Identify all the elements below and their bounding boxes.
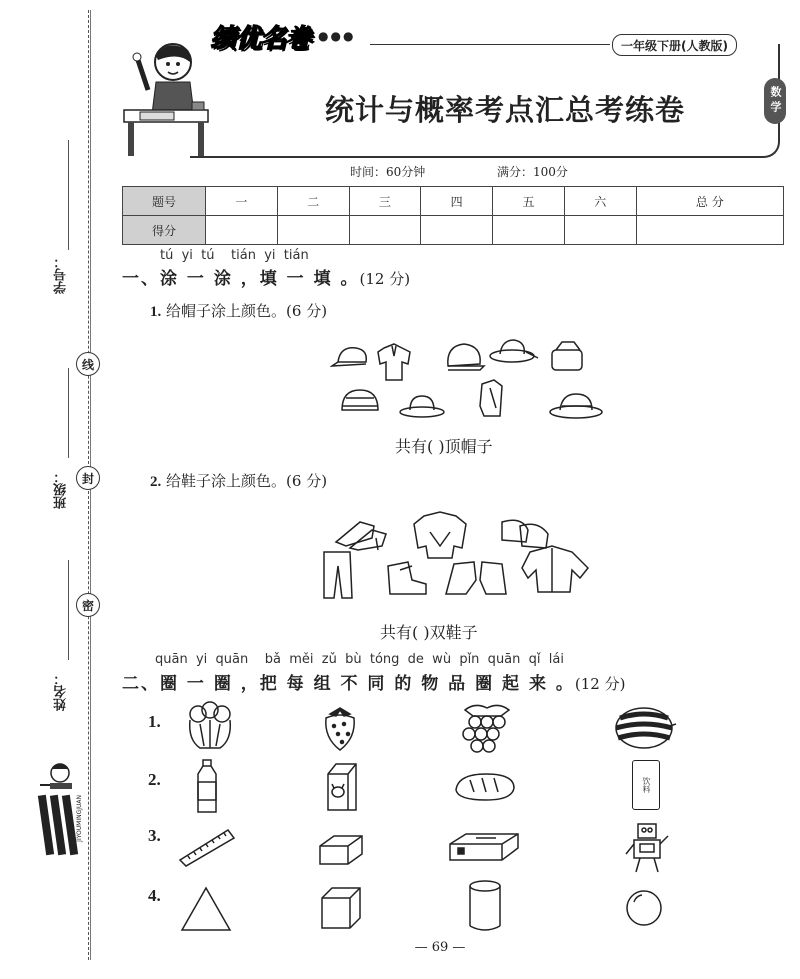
drink-label: 饮料 <box>642 777 651 793</box>
score-table-score-row <box>123 216 784 245</box>
score-cell[interactable] <box>564 216 636 245</box>
shoes-icon <box>502 520 548 548</box>
subject-tab: 数学 <box>764 78 786 124</box>
brand-logo-small <box>30 755 90 865</box>
page-title: 统计与概率考点汇总考练卷 <box>325 93 686 127</box>
score-cell[interactable] <box>206 216 278 245</box>
bag-icon <box>552 342 582 370</box>
strawberry-icon[interactable] <box>320 704 360 752</box>
class-label: 班级： <box>54 470 69 509</box>
drink-can-icon[interactable] <box>632 760 660 810</box>
section2-pinyin: quān yi quān bǎ měi zǔ bù tóng de wù pǐn quān qǐ lái <box>155 652 564 667</box>
name-label: 姓名： <box>54 672 69 711</box>
section1-pinyin: tú yi tú tián yi tián <box>160 248 309 263</box>
section2-heading: 二、圈 一 圈 ，把 每 组 不 同 的 物 品 圈 起 来 。(12 分) <box>122 674 626 694</box>
section1-heading: 一、涂 一 涂 ，填 一 填 。(12 分) <box>122 269 411 289</box>
grapes-icon[interactable] <box>455 700 519 756</box>
pencil-case-icon[interactable] <box>446 830 522 866</box>
wide-hat-icon <box>400 396 444 417</box>
sphere-icon[interactable] <box>624 888 664 928</box>
cylinder-icon[interactable] <box>466 878 504 934</box>
score-cell[interactable] <box>349 216 421 245</box>
score-cell[interactable] <box>636 216 783 245</box>
cap-icon <box>332 348 366 366</box>
brand-logo <box>210 18 355 54</box>
score-cell[interactable] <box>493 216 565 245</box>
table-col: 五 <box>493 187 565 216</box>
table-col: 三 <box>349 187 421 216</box>
row-1-label: 1. <box>148 712 161 731</box>
score-cell[interactable] <box>277 216 349 245</box>
shoes-clothes-illustration <box>316 508 596 604</box>
grade-tab: 一年级下册(人教版) <box>612 34 737 56</box>
row-3-label: 3. <box>148 826 161 845</box>
sweater-icon <box>414 512 466 558</box>
cauliflower-icon[interactable] <box>180 700 240 752</box>
score-table-header-row <box>123 187 784 216</box>
student-at-desk-icon <box>118 30 218 160</box>
sun-hat-icon <box>490 340 538 362</box>
binding-margin <box>0 0 100 979</box>
high-heels-icon <box>336 522 386 550</box>
question-1-2: 2. 给鞋子涂上颜色。(6 分) <box>150 472 328 490</box>
table-col: 六 <box>564 187 636 216</box>
full-score: 满分：100分 <box>497 165 568 179</box>
mascot-illustration <box>118 30 218 160</box>
eraser-icon[interactable] <box>316 830 366 870</box>
student-id-label: 学号： <box>54 255 69 294</box>
cap-icon <box>448 344 484 370</box>
score-cell[interactable] <box>421 216 493 245</box>
seal-char-xian: 线 <box>76 352 100 376</box>
question-1-1: 1. 给帽子涂上颜色。(6 分) <box>150 302 328 320</box>
page-number: — 69 — <box>414 940 466 955</box>
dots-icon: ●●● <box>318 29 356 43</box>
knit-hat-icon <box>342 390 378 410</box>
jacket-icon <box>522 546 588 592</box>
milk-carton-icon[interactable] <box>322 760 362 814</box>
ruler-icon[interactable] <box>178 826 236 868</box>
table-label-question-no: 题号 <box>123 187 206 216</box>
boots-icon <box>388 562 426 594</box>
table-label-score: 得分 <box>123 216 206 245</box>
row-2-label: 2. <box>148 770 161 789</box>
row-4-label: 4. <box>148 886 161 905</box>
bottle-icon[interactable] <box>194 758 220 816</box>
cube-icon[interactable] <box>318 884 364 932</box>
fedora-icon <box>550 394 602 418</box>
seal-char-mi: 密 <box>76 593 100 617</box>
brand-pinyin: JIYOUMINGJUAN <box>76 795 83 842</box>
answer-shoes[interactable]: 共有( )双鞋子 <box>380 623 478 642</box>
bread-icon[interactable] <box>452 770 518 804</box>
seal-char-feng: 封 <box>76 466 100 490</box>
hats-clothes-illustration <box>330 336 610 428</box>
toy-robot-icon[interactable] <box>622 820 672 876</box>
triangle-icon[interactable] <box>178 884 234 934</box>
table-col: 四 <box>421 187 493 216</box>
answer-hats[interactable]: 共有( )顶帽子 <box>395 437 493 456</box>
watermelon-icon[interactable] <box>612 704 678 752</box>
jacket-icon <box>480 380 502 416</box>
table-col: 一 <box>206 187 278 216</box>
brand-name: 绩优名卷 <box>210 23 311 54</box>
table-col: 总 分 <box>636 187 783 216</box>
pants-icon <box>324 552 352 598</box>
exam-time: 时间：60分钟 <box>350 165 426 179</box>
score-table <box>122 186 784 245</box>
sweater-icon <box>378 344 410 380</box>
table-col: 二 <box>277 187 349 216</box>
boots-icon <box>446 562 506 594</box>
